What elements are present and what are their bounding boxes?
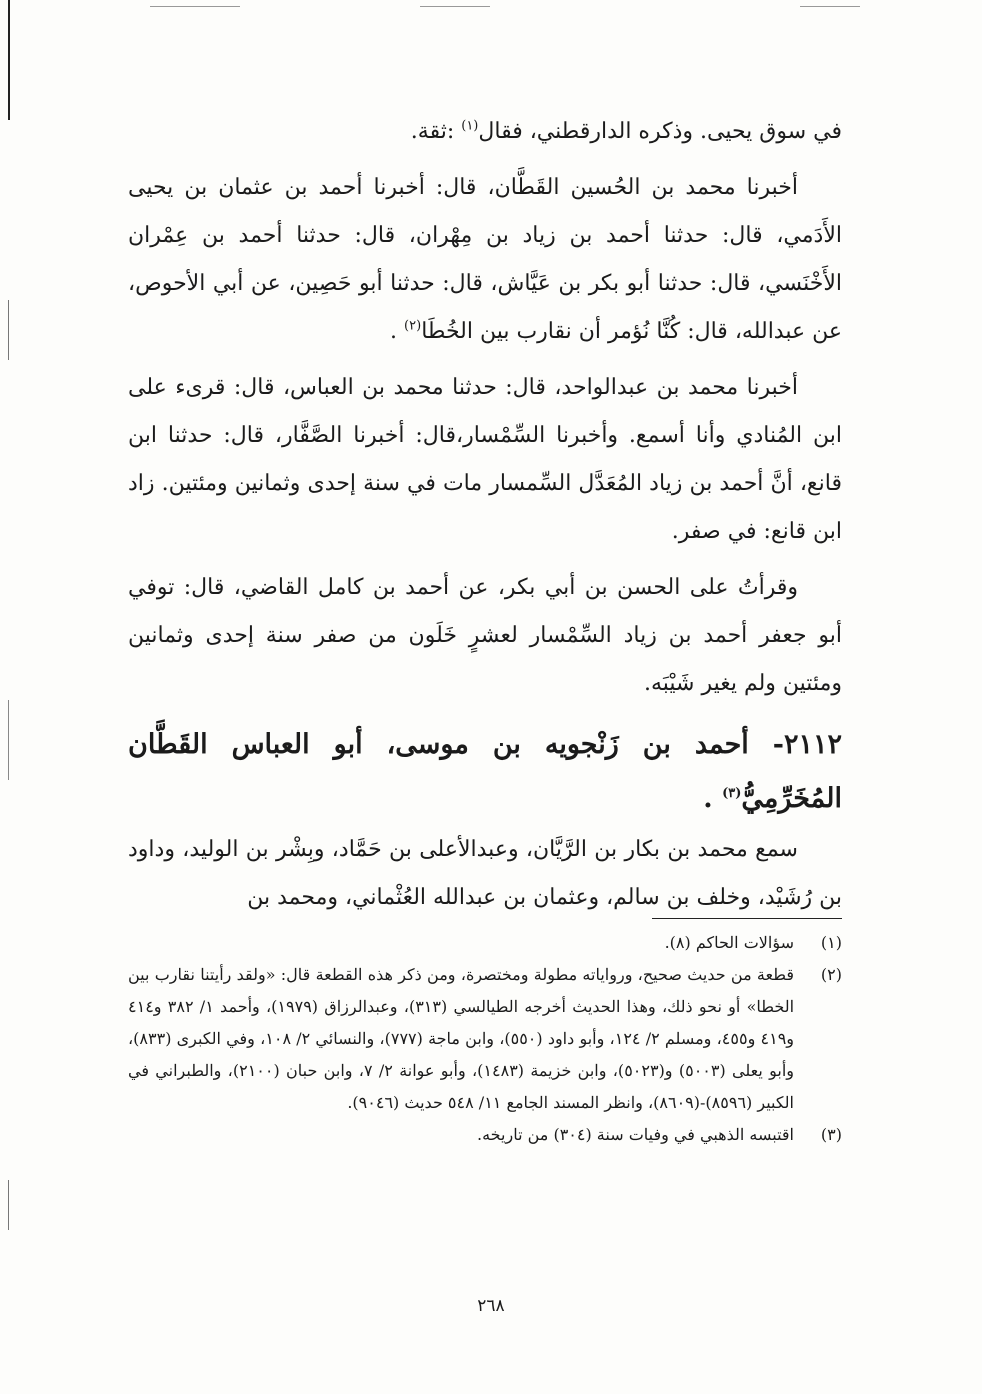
entry-heading-text: . (703, 783, 713, 814)
footnote-number: (٣) (820, 1125, 842, 1144)
paragraph-text: :ثقة. (410, 119, 455, 144)
scan-edge-mark (8, 700, 9, 780)
paragraph: أخبرنا محمد بن عبدالواحد، قال: حدثنا محمد بن العباس، قال: قرىء على ابن المُنادي وأنا أسمع. وأخبرنا السِّمْسار،قال: أخبرنا الصَّفَّار، قال: حدثنا ابن قانع، أنَّ أحمد بن زياد المُعَدَّل السِّمسار مات في سنة إحدى وثمانين ومئتين. زاد ابن قانع: في صفر. (128, 375, 842, 544)
footnotes (128, 918, 842, 1151)
entry-heading (128, 718, 842, 826)
scan-top-mark (420, 6, 490, 7)
scan-edge-mark (8, 1180, 9, 1230)
paragraph (128, 164, 842, 356)
scan-edge-mark (8, 300, 9, 360)
footnote-ref: (٣) (722, 786, 742, 801)
footnote-ref: (١) (461, 118, 479, 134)
main-text (128, 108, 842, 922)
paragraph (128, 108, 842, 156)
footnote-ref: (٢) (404, 318, 422, 334)
page-number: ٢٦٨ (477, 1296, 505, 1316)
scan-edge-mark (8, 0, 10, 120)
footnote-number: (٢) (820, 965, 842, 984)
footnote (128, 1119, 842, 1151)
footnote (128, 927, 842, 959)
footnote-number: (١) (820, 933, 842, 952)
paragraph: وقرأتُ على الحسن بن أبي بكر، عن أحمد بن كامل القاضي، قال: توفي أبو جعفر أحمد بن زياد السِّمْسار لعشرٍ خَلَون من صفر سنة إحدى وثمانين ومئتين ولم يغير شَيْبَه. (128, 575, 842, 696)
scan-top-mark (150, 6, 240, 7)
paragraph-text: أخبرنا محمد بن الحُسين القَطَّان، قال: أخبرنا أحمد بن عثمان بن يحيى الأَدَمي، قال: حدثنا أحمد بن زياد بن مِهْران، قال: حدثنا أحمد بن عِمْران الأَخْنَسي، قال: حدثنا أبو بكر بن عَيَّاش، قال: حدثنا أبو حَصِين، عن أبي الأحوص، عن عبدالله، قال: كُنَّا نُؤمر أن نقارب بين الخُطَا (128, 175, 842, 344)
paragraph-text: . (390, 319, 398, 344)
footnote-text: قطعة من حديث صحيح، ورواياته مطولة ومختصرة، ومن ذكر هذه القطعة قال: «ولقد رأيتنا نقارب بين الخطا» أو نحو ذلك، وهذا الحديث أخرجه الطيالسي (٣١٣)، وعبدالرزاق (١٩٧٩)، وأحمد ١/ ٣٨٢ و٤١٤ و٤١٩ و٤٥٥، ومسلم ٢/ ١٢٤، وأبو داود (٥٥٠)، وابن ماجة (٧٧٧)، والنسائي ٢/ ١٠٨، وفي الكبرى (٨٣٣)، وأبو يعلى (٥٠٠٣) و(٥٠٢٣)، وابن خزيمة (١٤٨٣)، وأبو عوانة ٢/ ٧، وابن حبان (٢١٠٠)، والطبراني في الكبير (٨٥٩٦)-(٨٦٠٩)، وانظر المسند الجامع ١١/ ٥٤٨ حديث (٩٠٤٦). (128, 965, 795, 1112)
scan-top-mark (800, 6, 860, 7)
footnote-text: سؤالات الحاكم (٨). (664, 933, 794, 952)
footnote-text: اقتبسه الذهبي في وفيات سنة (٣٠٤) من تاريخه. (477, 1125, 794, 1144)
entry-body: سمع محمد بن بكار بن الرَّيَّان، وعبدالأعلى بن حَمَّاد، وبِشْر بن الوليد، وداود بن رُشَيْد، وخلف بن سالم، وعثمان بن عبدالله العُثْماني، ومحمد بن (128, 837, 842, 910)
paragraph-text: في سوق يحيى. وذكره الدارقطني، فقال (478, 119, 842, 144)
footnote-rule (652, 918, 842, 919)
entry-heading-text: ٢١١٢- أحمد بن زَنْجويه بن موسى، أبو العباس القَطَّان المُخَرِّمِيُّ (128, 729, 842, 814)
footnote (128, 959, 842, 1119)
